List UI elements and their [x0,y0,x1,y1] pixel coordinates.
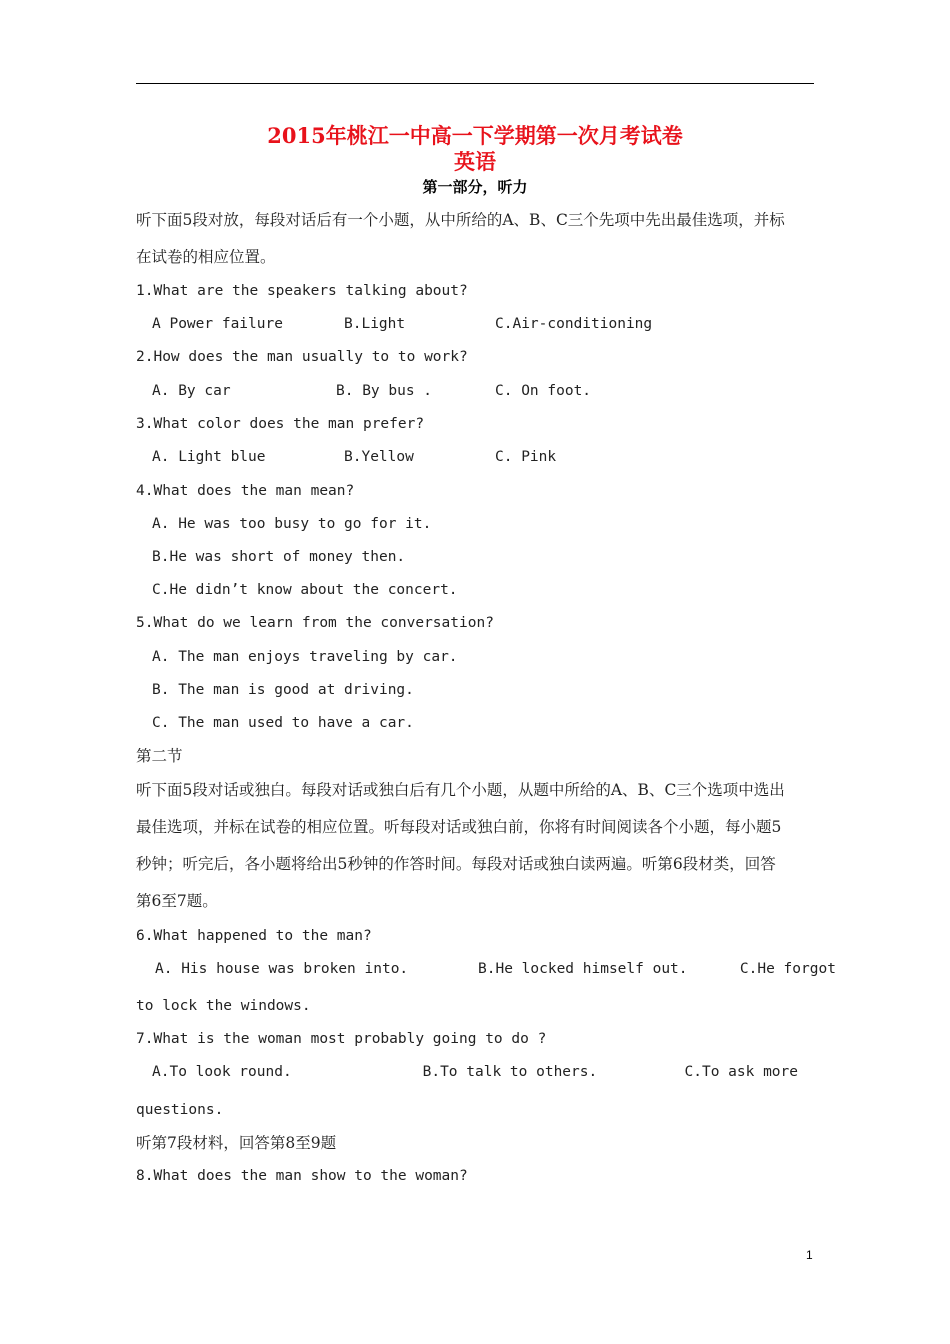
q7-options-line1: A.To look round. B.To talk to others. C.To ask more [152,1064,799,1080]
q2-option-c: C. On foot. [495,383,592,399]
section1-intro-line2: 在试卷的相应位置。 [136,248,276,266]
section2-heading: 第二节 [136,747,183,765]
section2-intro-line4: 第6至7题。 [136,892,218,910]
q1-option-c: C.Air-conditioning [495,316,653,332]
q3-option-c: C. Pink [495,449,557,465]
exam-title: 2015年桃江一中高一下学期第一次月考试卷 [267,123,683,148]
section2-intro-line2: 最佳选项，并标在试卷的相应位置。听每段对话或独白前，你将有时间阅读各个小题，每小题5 [136,818,782,836]
q6-options-line1: A. His house was broken into. B.He locked himself out. C.He forgot [155,961,836,977]
q6-options-line2: to lock the windows. [136,998,311,1014]
section1-intro-line1: 听下面5段对放，每段对话后有一个小题，从中所给的A、B、C三个先项中先出最佳选项，并标 [136,211,785,229]
q3-option-a: A. Light blue [152,449,266,465]
section2-note-7: 听第7段材料，回答第8至9题 [136,1134,337,1152]
q3-option-b: B.Yellow [344,449,414,465]
q4-option-b: B.He was short of money then. [152,549,406,565]
q5-option-c: C. The man used to have a car. [152,715,414,731]
question-6: 6.What happened to the man? [136,928,372,944]
q5-option-a: A. The man enjoys traveling by car. [152,649,458,665]
q1-option-b: B.Light [344,316,406,332]
q7-options-line2: questions. [136,1102,224,1118]
q4-option-c: C.He didn’t know about the concert. [152,582,458,598]
part-heading: 第一部分，听力 [422,178,528,196]
header-rule [136,83,814,84]
question-7: 7.What is the woman most probably going to do ? [136,1031,547,1047]
question-4: 4.What does the man mean? [136,483,355,499]
q5-option-b: B. The man is good at driving. [152,682,414,698]
q4-option-a: A. He was too busy to go for it. [152,516,432,532]
question-1: 1.What are the speakers talking about? [136,283,468,299]
q1-option-a: A Power failure [152,316,283,332]
section2-intro-line1: 听下面5段对话或独白。每段对话或独白后有几个小题，从题中所给的A、B、C三个选项中选出 [136,781,785,799]
subject-title: 英语 [454,149,496,174]
q2-option-b: B. By bus . [336,383,433,399]
question-8: 8.What does the man show to the woman? [136,1168,468,1184]
question-3: 3.What color does the man prefer? [136,416,425,432]
section2-intro-line3: 秒钟；听完后，各小题将给出5秒钟的作答时间。每段对话或独白读两遍。听第6段材类，回答 [136,855,776,873]
question-5: 5.What do we learn from the conversation? [136,615,494,631]
question-2: 2.How does the man usually to to work? [136,349,468,365]
q2-option-a: A. By car [152,383,231,399]
page-number: 1 [806,1248,813,1262]
